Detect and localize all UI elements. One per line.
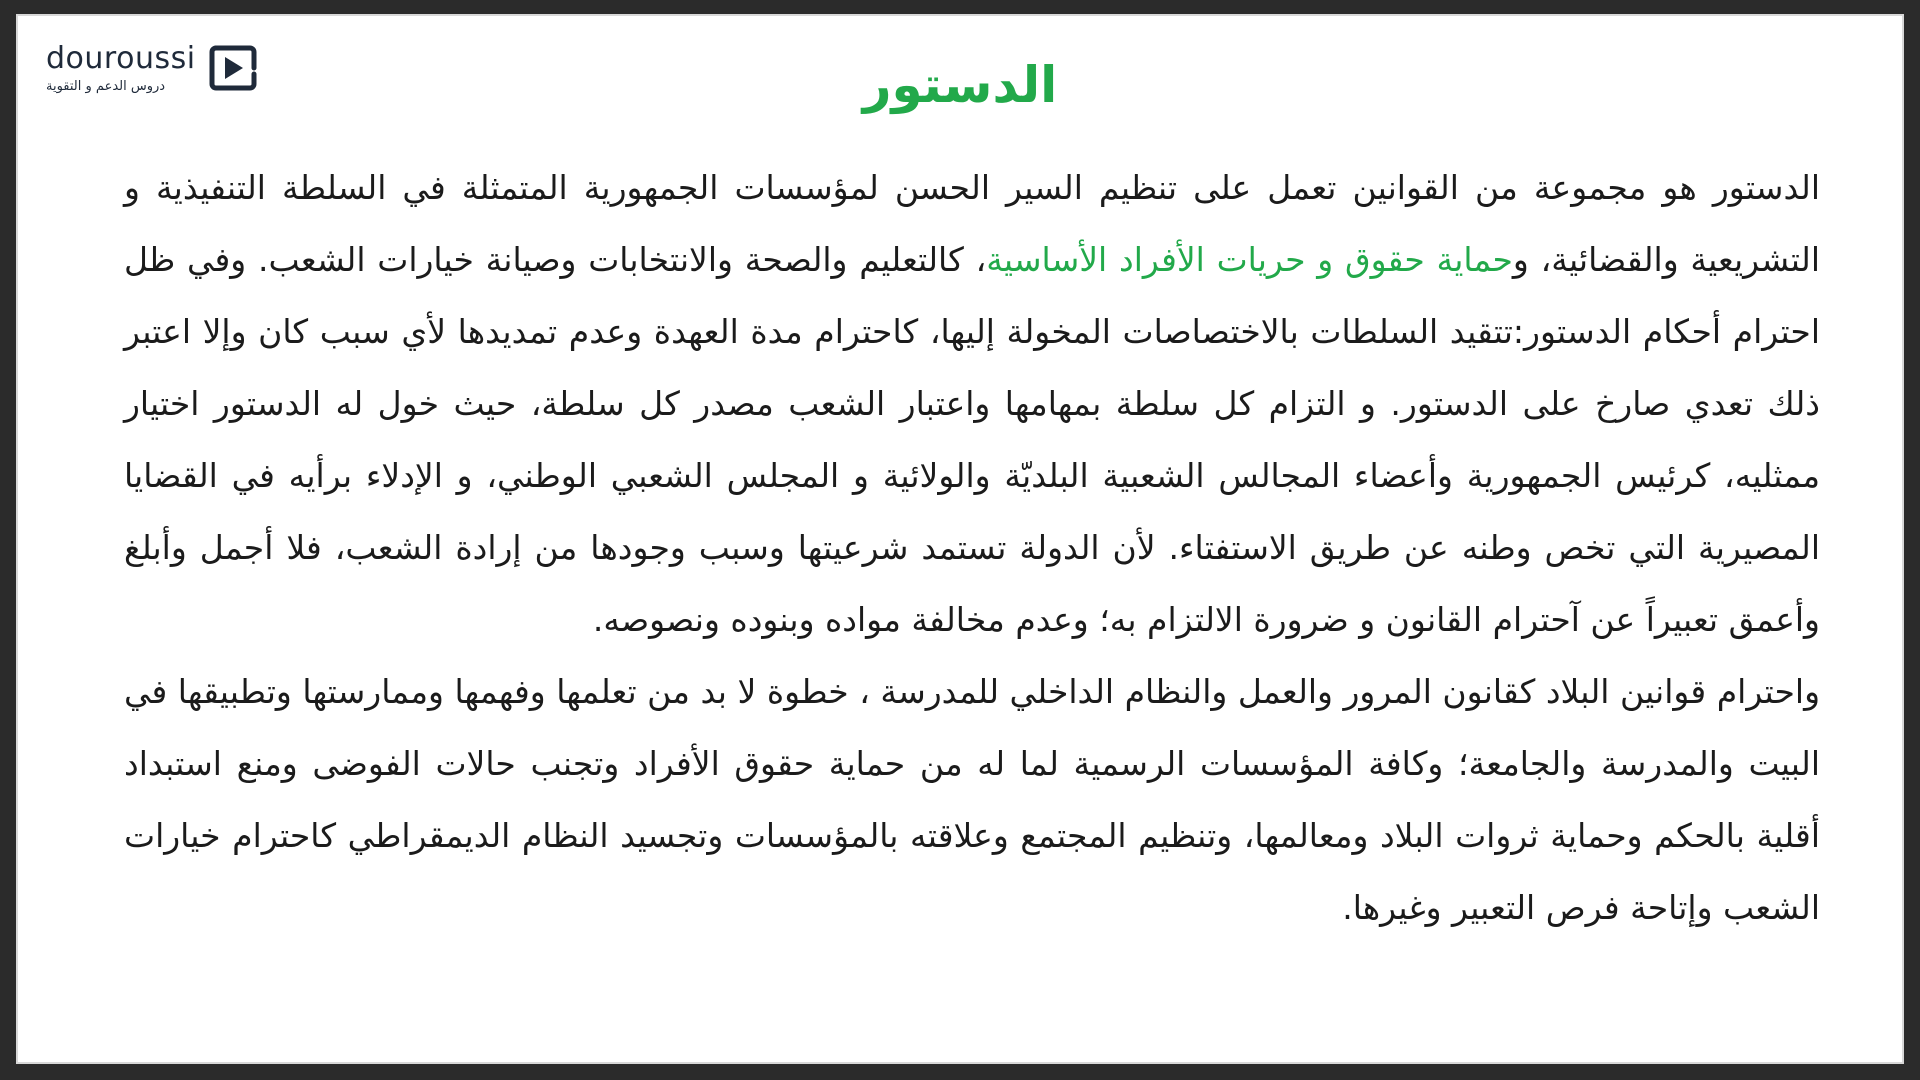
logo-tagline: دروس الدعم و التقوية [46, 78, 166, 94]
paragraph-1-start: الدستور هو مجموعة من القوانين تعمل على تنظيم السير الحسن لمؤسسات الجمهورية المتمثلة في السلطة التنفيذية و التشريعية والقضائية، و [124, 168, 1820, 279]
paragraph-1-rest: ، كالتعليم والصحة والانتخابات وصيانة خيارات الشعب. وفي ظل احترام أحكام الدستور:تتقيد السلطات بالاختصاصات المخولة إليها، كاحترام مدة العهدة وعدم تمديدها لأي سبب كان وإلا اعتبر ذلك تعدي صارخ على الدستور. و التزام كل سلطة بمهامها واعتبار الشعب مصدر كل سلطة، حيث خول له الدستور اختيار ممثليه، كرئيس الجمهورية وأعضاء المجالس الشعبية البلديّة والولائية و المجلس الشعبي الوطني، و الإدلاء برأيه في القضايا المصيرية التي تخص وطنه عن طريق الاستفتاء. لأن الدولة تستمد شرعيتها وسبب وجودها من إرادة الشعب، فلا أجمل وأبلغ وأعمق تعبيراً عن آحترام القانون و ضرورة الالتزام به؛ وعدم مخالفة مواده وبنوده ونصوصه. [124, 240, 1820, 639]
logo-name: douroussi [46, 40, 196, 76]
paragraph-2: واحترام قوانين البلاد كقانون المرور والعمل والنظام الداخلي للمدرسة ، خطوة لا بد من تعلمها وفهمها وممارستها وتطبيقها في البيت والمدرسة والجامعة؛ وكافة المؤسسات الرسمية لما له من حماية حقوق الأفراد وتجنب حالات الفوضى ومنع استبداد أقلية بالحكم وحماية ثروات البلاد ومعالمها، وتنظيم المجتمع وعلاقته بالمؤسسات وتجسيد النظام الديمقراطي كاحترام خيارات الشعب وإتاحة فرص التعبير وغيرها. [124, 672, 1820, 927]
paragraph-1 [124, 152, 1820, 656]
document-page [16, 14, 1904, 1064]
highlighted-phrase: حماية حقوق و حريات الأفراد الأساسية [986, 240, 1513, 279]
document-body [124, 152, 1820, 944]
page-title: الدستور [862, 56, 1058, 114]
